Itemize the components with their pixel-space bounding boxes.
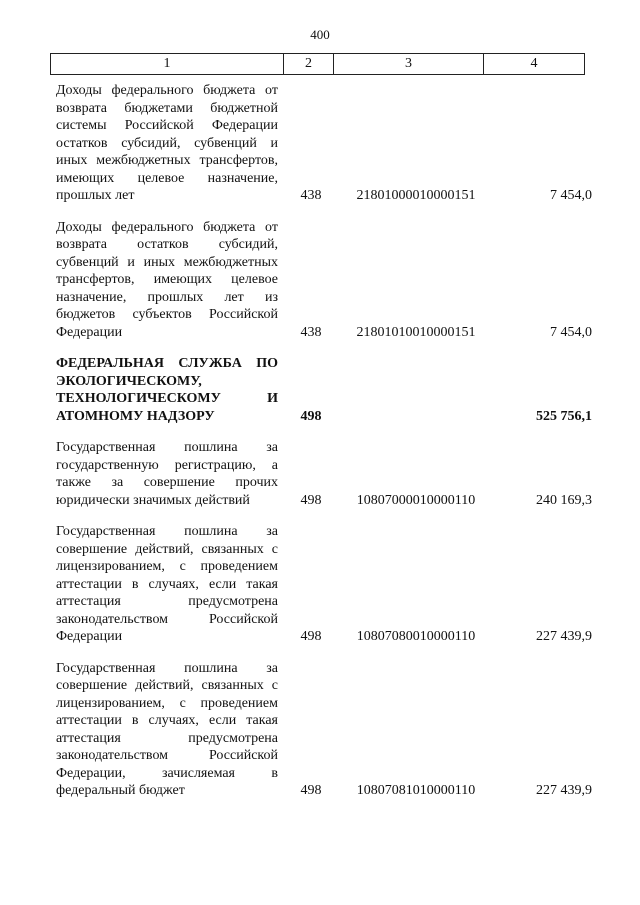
row-admin-code: 498	[300, 629, 322, 644]
row-description: Государственная пошлина за совершение действий, связанных с лицензированием, с проведением аттестации в случаях, если такая аттестация предусмотрена законодательством Российской Федерации, зачисляемая в федеральный бюджет	[56, 660, 278, 798]
row-kbk: 10807000010000110	[356, 492, 476, 508]
row-admin-code: 498	[300, 408, 322, 424]
row-kbk: 21801000010000151	[356, 188, 476, 203]
row-amount: 525 756,1	[536, 408, 592, 424]
row-admin-code: 498	[300, 492, 322, 508]
header-col-4: 4	[530, 56, 538, 71]
table-row	[56, 355, 596, 425]
row-amount: 227 439,9	[536, 783, 592, 798]
row-description: Доходы федерального бюджета от возврата остатков субсидий, субвенций и иных межбюджетных трансфертов, имеющих целевое назначение, прошлых лет из бюджетов субъектов Российской Федерации	[56, 219, 278, 340]
row-admin-code: 498	[300, 783, 322, 798]
row-kbk: 10807080010000110	[356, 629, 476, 644]
row-amount: 240 169,3	[536, 492, 592, 508]
header-col-1: 1	[51, 54, 284, 74]
table-row	[56, 82, 596, 205]
row-admin-code: 438	[300, 324, 322, 340]
header-col-2: 2	[284, 54, 334, 74]
row-kbk: 21801010010000151	[356, 324, 476, 340]
table-row	[56, 660, 596, 800]
row-description: Государственная пошлина за государственную регистрацию, а также за совершение прочих юридически значимых действий	[56, 440, 278, 508]
table-row	[56, 439, 596, 509]
table-body	[56, 82, 596, 812]
table-header	[50, 53, 585, 75]
page-number: 400	[310, 27, 330, 42]
row-description: Государственная пошлина за совершение действий, связанных с лицензированием, с проведением аттестации в случаях, если такая аттестация предусмотрена законодательством Российской Федерации	[56, 524, 278, 644]
table-row	[56, 523, 596, 646]
row-admin-code: 438	[300, 188, 322, 203]
table-row	[56, 219, 596, 342]
row-description: ФЕДЕРАЛЬНАЯ СЛУЖБА ПО ЭКОЛОГИЧЕСКОМУ, ТЕХНОЛОГИЧЕСКОМУ И АТОМНОМУ НАДЗОРУ	[56, 356, 278, 424]
header-col-3: 3	[334, 54, 484, 74]
row-amount: 227 439,9	[536, 629, 592, 644]
row-amount: 7 454,0	[550, 324, 592, 340]
row-amount: 7 454,0	[550, 188, 592, 203]
row-description: Доходы федерального бюджета от возврата бюджетами бюджетной системы Российской Федерации остатков субсидий, субвенций и иных межбюджетных трансфертов, имеющих целевое назначение, прошлых лет	[56, 83, 278, 203]
row-kbk: 10807081010000110	[356, 783, 476, 798]
